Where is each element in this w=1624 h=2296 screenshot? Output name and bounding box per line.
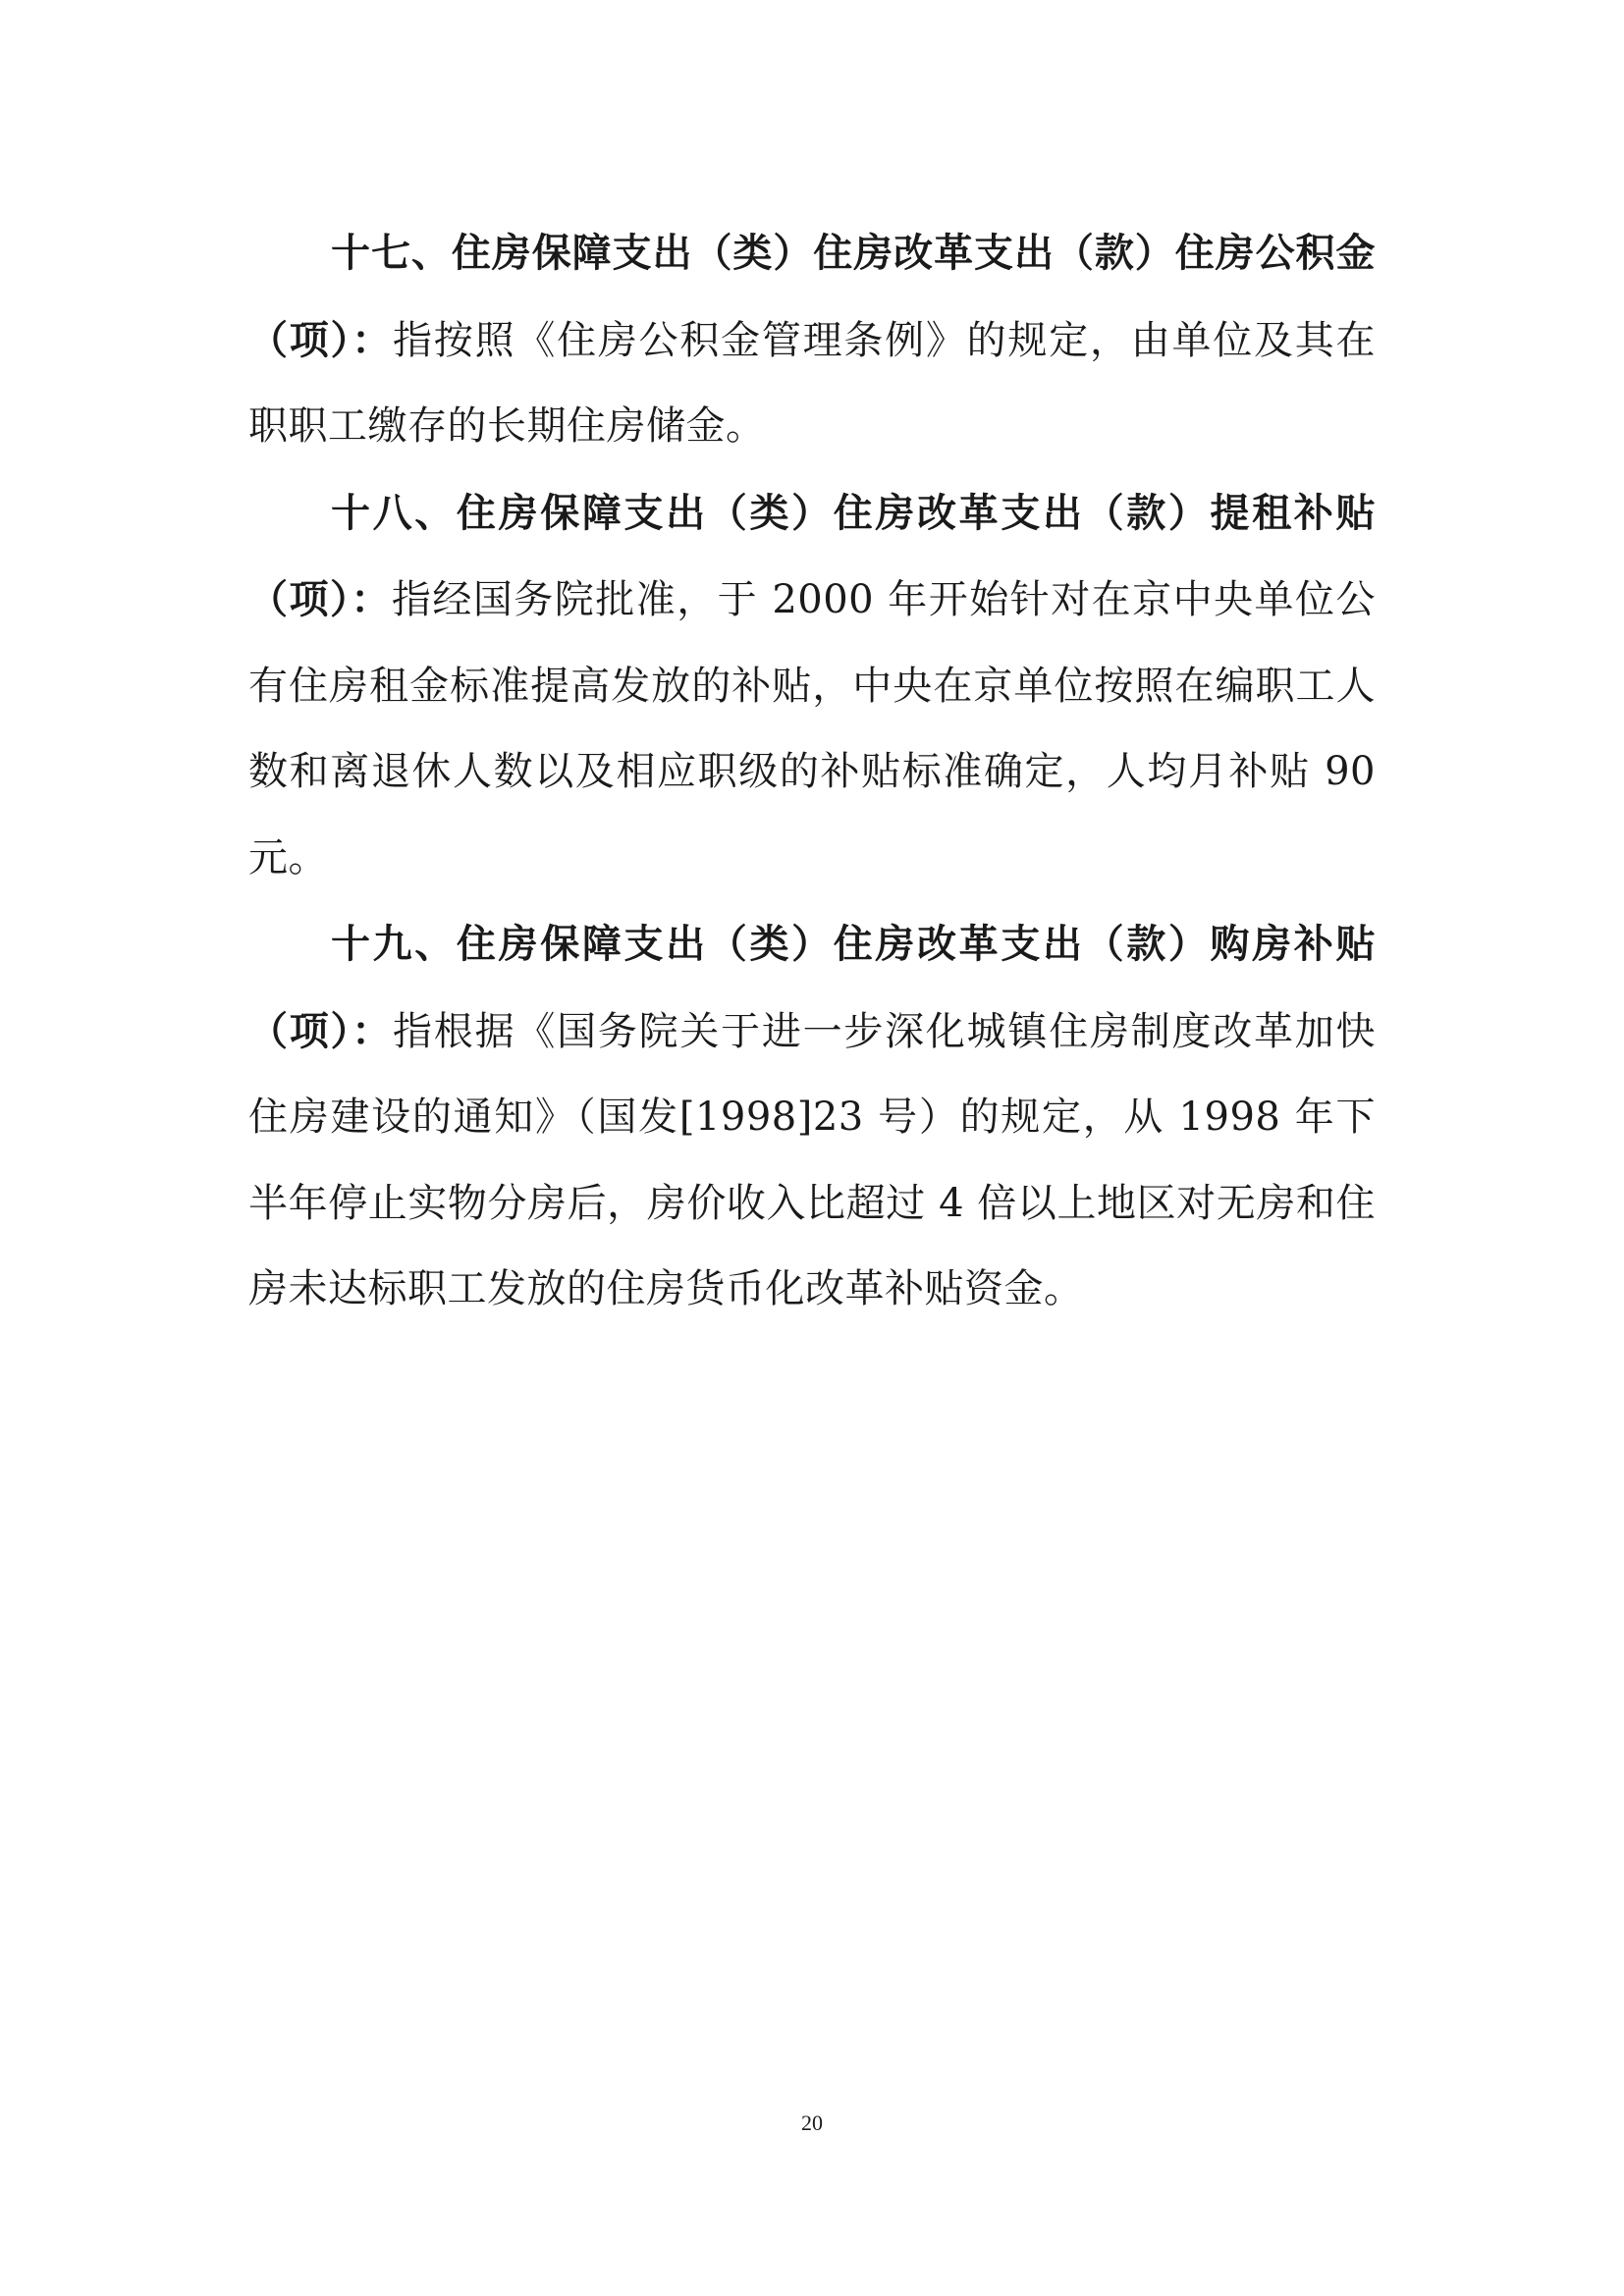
paragraph-heading: 十七、住房保障支出（类）住房改革支出（款）住房公积金（项）： bbox=[248, 230, 1376, 363]
paragraph-heading: 十八、住房保障支出（类）住房改革支出（款）提租补贴（项）： bbox=[248, 489, 1376, 622]
paragraph-text: 指经国务院批准，于 2000 年开始针对在京中央单位公有住房租金标准提高发放的补贴，中央在京单位按照在编职工人数和离退休人数以及相应职级的补贴标准确定，人均月补贴 90 元。 bbox=[248, 577, 1376, 881]
page-number: 20 bbox=[801, 2110, 823, 2135]
paragraph-heading: 十九、住房保障支出（类）住房改革支出（款）购房补贴（项）： bbox=[248, 921, 1376, 1054]
paragraph-text: 指根据《国务院关于进一步深化城镇住房制度改革加快住房建设的通知》（国发[1998]23 号）的规定，从 1998 年下半年停止实物分房后，房价收入比超过 4 倍以上地区对无房和住房未达标职工发放的住房货币化改革补贴资金。 bbox=[248, 1008, 1377, 1311]
paragraph-housing-provident-fund bbox=[248, 210, 1376, 470]
document-body bbox=[248, 210, 1376, 1333]
paragraph-rent-subsidy bbox=[248, 470, 1376, 902]
paragraph-purchase-subsidy bbox=[248, 901, 1376, 1333]
paragraph-text: 指按照《住房公积金管理条例》的规定，由单位及其在职职工缴存的长期住房储金。 bbox=[248, 317, 1377, 449]
